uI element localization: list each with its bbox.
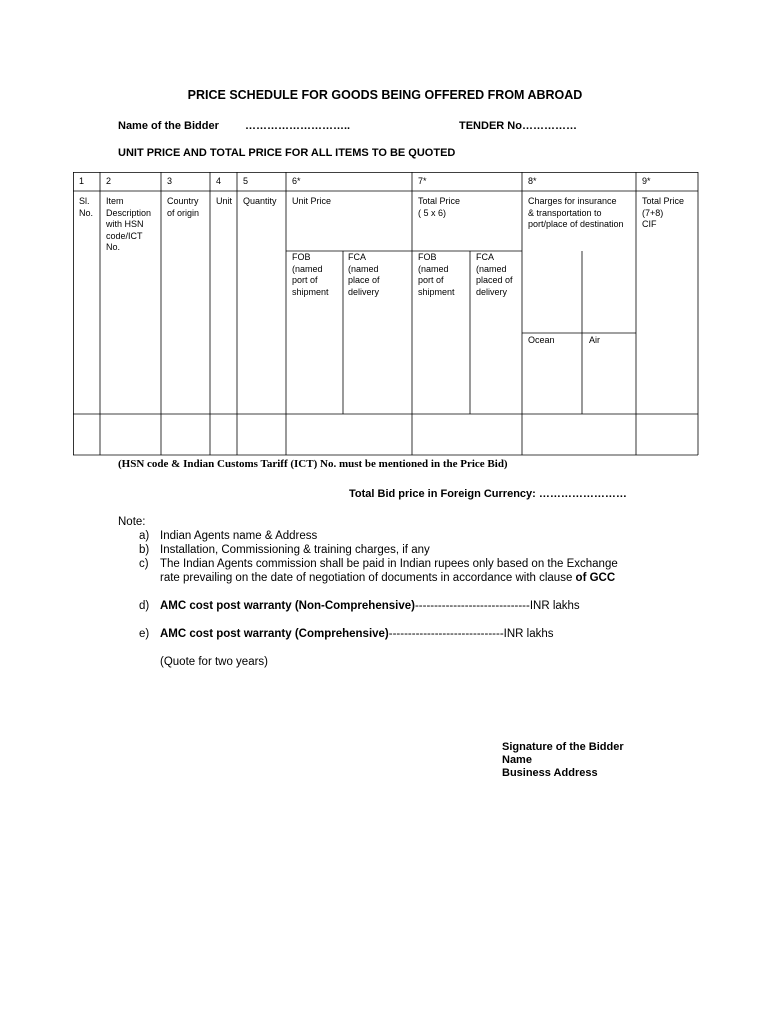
note-c-text-line2 — [160, 572, 615, 584]
note-e-blank[interactable]: ------------------------------INR lakhs — [388, 628, 554, 640]
note-a-marker: a) — [139, 530, 150, 542]
note-e-text — [160, 628, 554, 640]
subheader-unit-fob: FOB (named port of shipment — [292, 252, 329, 297]
tender-number-label[interactable]: TENDER No…………… — [459, 120, 577, 132]
header-unit: Unit — [216, 196, 233, 206]
col-number-6: 6* — [292, 176, 301, 186]
col-number-2: 2 — [106, 176, 112, 186]
note-c-text-line1: The Indian Agents commission shall be paid in Indian rupees only based on the Exchange — [160, 558, 618, 570]
col-number-4: 4 — [216, 176, 222, 186]
note-e-marker: e) — [139, 628, 150, 640]
notes-heading: Note: — [118, 516, 146, 528]
bidder-label: Name of the Bidder — [118, 120, 219, 132]
col-number-7: 7* — [418, 176, 427, 186]
header-total-price: Total Price ( 5 x 6) — [418, 196, 461, 218]
header-country-of-origin: Country of origin — [167, 196, 200, 218]
subheader-ocean: Ocean — [528, 335, 555, 345]
header-unit-price: Unit Price — [292, 196, 332, 206]
note-b-marker: b) — [139, 544, 150, 556]
note-quote-period: (Quote for two years) — [160, 656, 269, 668]
col-number-5: 5 — [243, 176, 249, 186]
header-item-description: Item Description with HSN code/ICT No. — [106, 196, 152, 252]
signature-name-label: Name — [502, 754, 532, 766]
subheader-air: Air — [589, 335, 600, 345]
header-quantity: Quantity — [243, 196, 277, 206]
col-number-1: 1 — [79, 176, 85, 186]
subheader-unit-fca: FCA (named place of delivery — [348, 252, 380, 297]
hsn-note: (HSN code & Indian Customs Tariff (ICT) No. must be mentioned in the Price Bid) — [118, 458, 508, 470]
col-number-9: 9* — [642, 176, 651, 186]
note-e-bold: AMC cost post warranty (Comprehensive) — [160, 628, 389, 640]
header-sl-no: Sl. No. — [79, 196, 94, 218]
note-d-bold: AMC cost post warranty (Non-Comprehensive) — [160, 600, 415, 612]
bidder-name-blank[interactable]: ……………………….. — [245, 120, 351, 132]
table-subtitle: UNIT PRICE AND TOTAL PRICE FOR ALL ITEMS TO BE QUOTED — [118, 147, 456, 159]
header-charges-insurance: Charges for insurance & transportation to port/place of destination — [528, 196, 624, 229]
total-bid-price[interactable]: Total Bid price in Foreign Currency: …………………… — [349, 488, 627, 500]
col-number-3: 3 — [167, 176, 173, 186]
note-b-text: Installation, Commissioning & training charges, if any — [160, 544, 430, 556]
note-a-text: Indian Agents name & Address — [160, 530, 318, 542]
note-d-marker: d) — [139, 600, 150, 612]
page-title: PRICE SCHEDULE FOR GOODS BEING OFFERED FROM ABROAD — [187, 88, 583, 102]
signature-address-label: Business Address — [502, 767, 598, 779]
header-total-cif: Total Price (7+8) CIF — [642, 196, 685, 229]
col-number-8: 8* — [528, 176, 537, 186]
note-c-text-line2-main: rate prevailing on the date of negotiation of documents in accordance with clause — [160, 572, 573, 584]
signature-label: Signature of the Bidder — [502, 741, 624, 753]
note-d-blank[interactable]: ------------------------------INR lakhs — [414, 600, 580, 612]
note-c-marker: c) — [139, 558, 149, 570]
note-d-text — [160, 600, 580, 612]
subheader-total-fca: FCA (named placed of delivery — [476, 252, 513, 297]
note-c-gcc: of GCC — [575, 572, 616, 584]
subheader-total-fob: FOB (named port of shipment — [418, 252, 455, 297]
